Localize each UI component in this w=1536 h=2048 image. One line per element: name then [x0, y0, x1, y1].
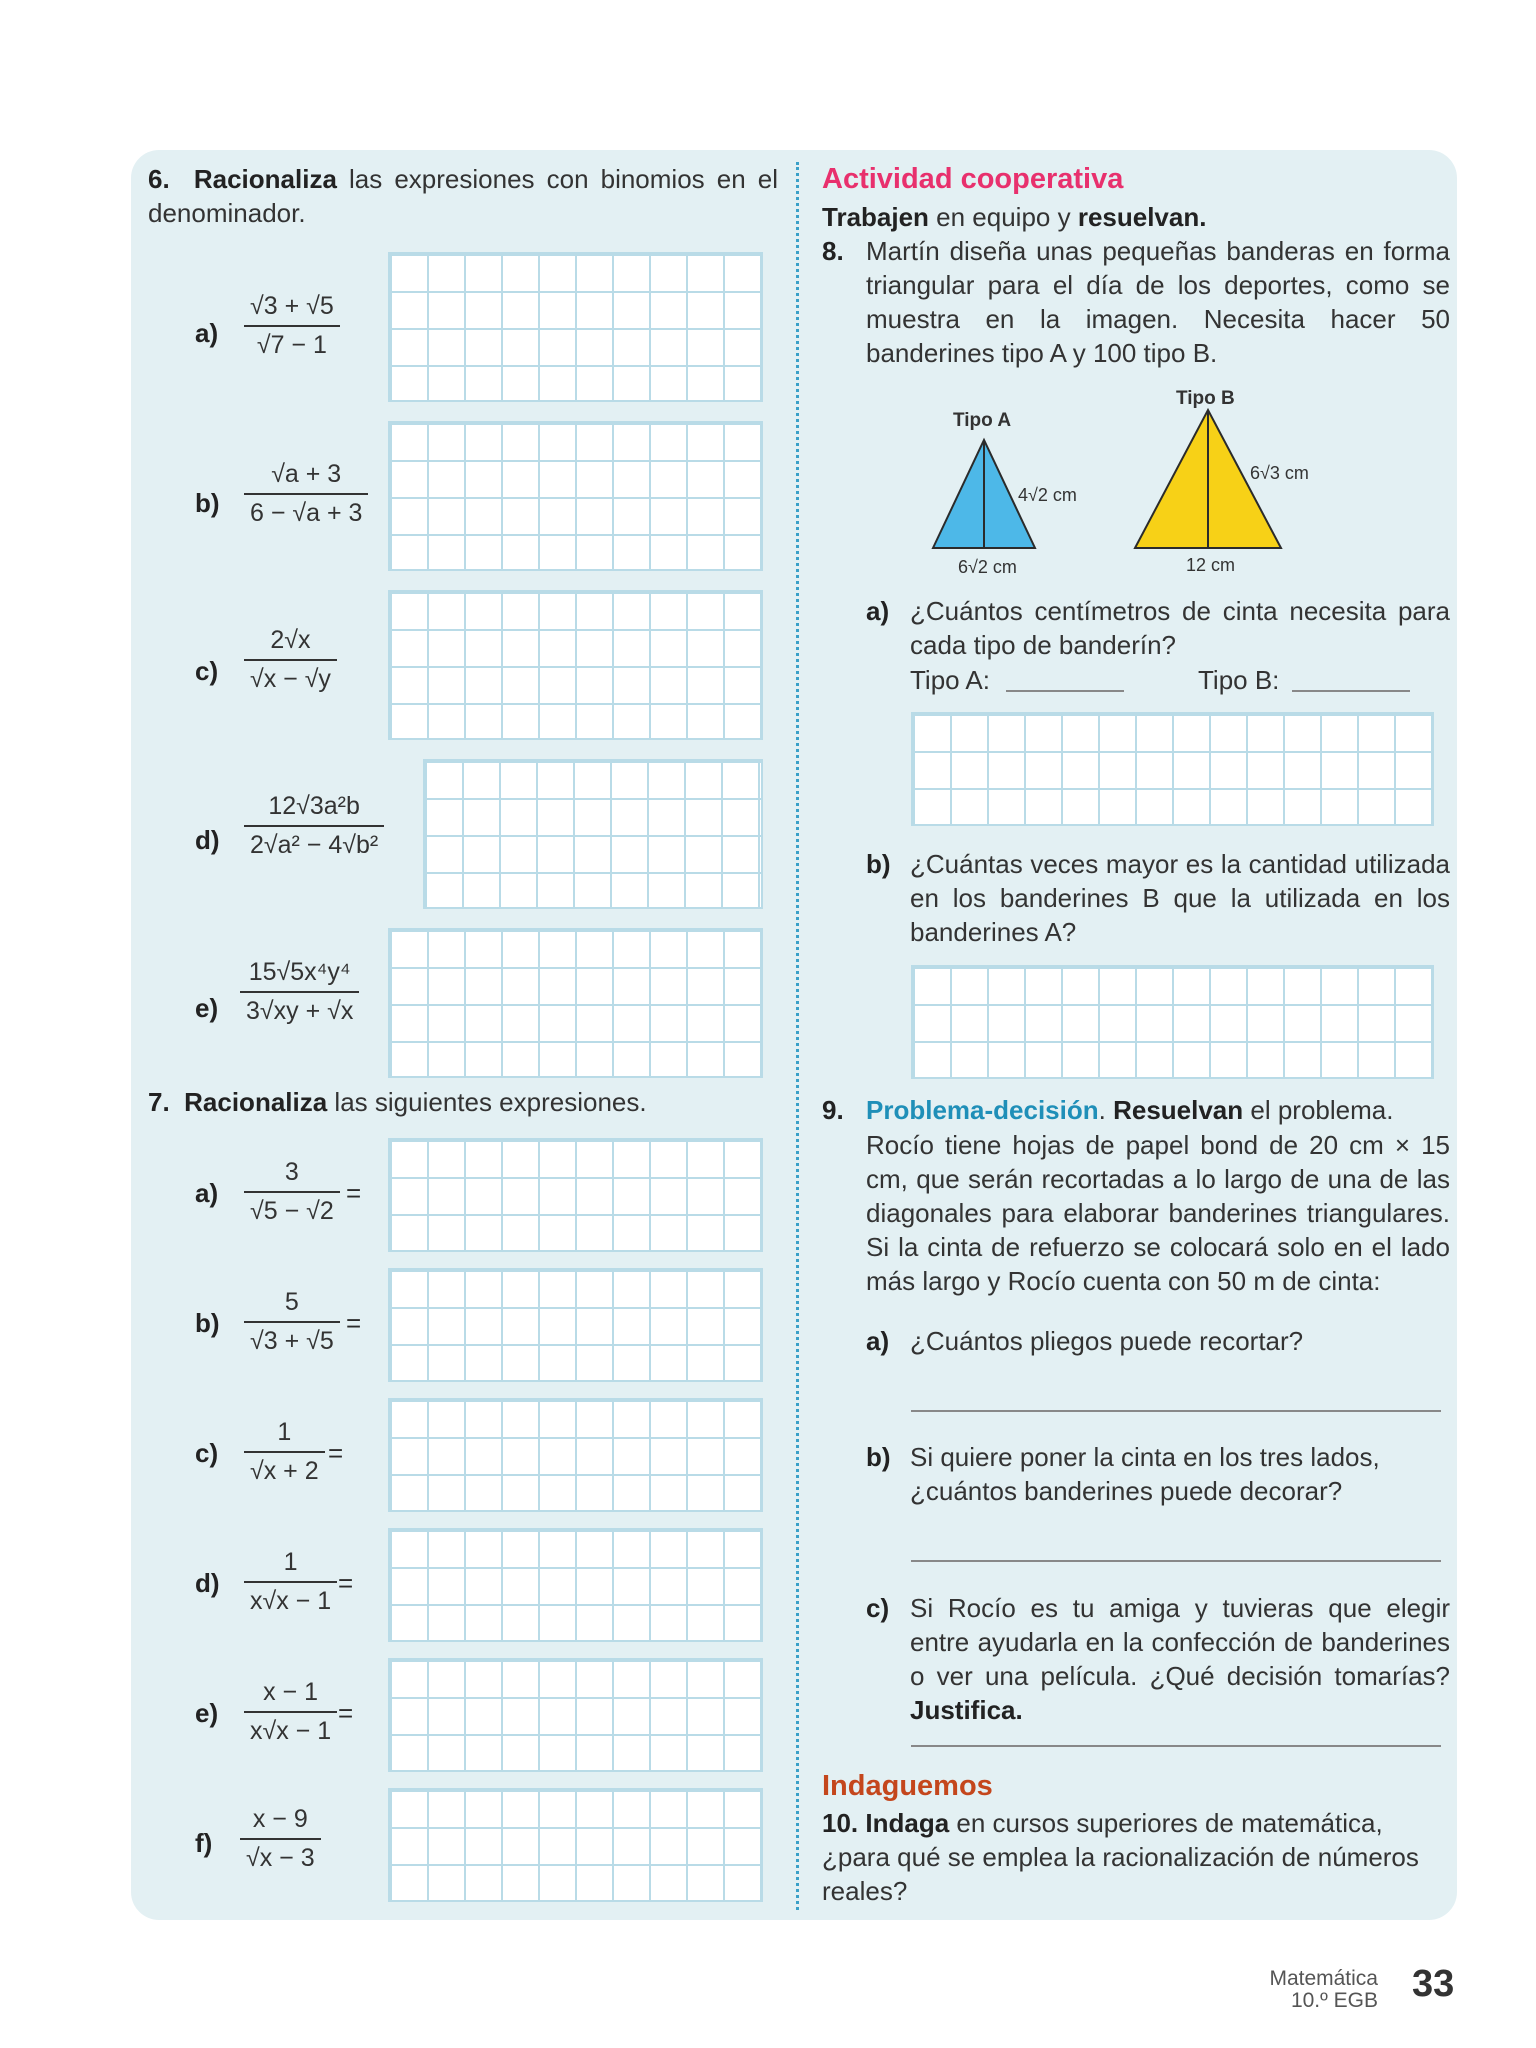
- typeA-title: Tipo A: [953, 410, 1012, 431]
- q7-d-equals: =: [338, 1568, 354, 1598]
- coop-bold-2: resuelvan.: [1077, 202, 1207, 232]
- tipoA-answer-line[interactable]: [1006, 690, 1124, 692]
- coop-mid: en equipo y: [928, 202, 1078, 232]
- q10-bold: Indaga: [858, 1808, 950, 1838]
- q7-d-numerator: 1: [244, 1548, 337, 1583]
- q6-b-fraction: [244, 460, 368, 528]
- q7-c-numerator: 1: [244, 1418, 325, 1453]
- q7-f-label: f): [195, 1828, 213, 1858]
- q9-b-answer-line[interactable]: [911, 1560, 1441, 1562]
- q7-d-fraction: [244, 1548, 337, 1616]
- tipoB-answer-line[interactable]: [1292, 690, 1410, 692]
- q9-c-text: [910, 1591, 1450, 1727]
- q6-c-denominator: √x − √y: [250, 665, 331, 693]
- q7-f-denominator: √x − 3: [246, 1844, 315, 1872]
- q6-d-fraction: [244, 792, 384, 860]
- typeA-side-label: 4√2 cm: [1018, 485, 1077, 505]
- q7-a-denominator: √5 − √2: [250, 1197, 334, 1225]
- q9-after: el problema.: [1243, 1095, 1394, 1125]
- q7-e-denominator: x√x − 1: [250, 1717, 332, 1745]
- q6-e-numerator: 15√5x⁴y⁴: [240, 958, 359, 993]
- q6-text: las expresiones con binomios en el denominador.: [148, 164, 778, 228]
- indag-title: Indaguemos: [822, 1770, 993, 1802]
- q7-b-answer-grid[interactable]: [388, 1268, 763, 1382]
- q8-number: 8.: [822, 236, 844, 266]
- q7-a-label: a): [195, 1178, 219, 1208]
- q7-e-equals: =: [338, 1698, 354, 1728]
- q6-c-answer-grid[interactable]: [388, 590, 763, 740]
- q6-e-label: e): [195, 993, 219, 1023]
- q9-b-label: b): [866, 1442, 891, 1472]
- q6-d-denominator: 2√a² − 4√b²: [250, 831, 379, 859]
- q7-c-equals: =: [328, 1438, 344, 1468]
- q7-c-label: c): [195, 1438, 219, 1468]
- q7-b-fraction: [244, 1288, 340, 1356]
- q7-b-numerator: 5: [244, 1288, 340, 1323]
- q6-e-fraction: [240, 958, 359, 1026]
- coop-instruction: [822, 200, 1206, 234]
- q9-c-answer-line[interactable]: [911, 1745, 1441, 1747]
- q7-d-denominator: x√x − 1: [250, 1587, 332, 1615]
- q6-b-numerator: √a + 3: [244, 460, 368, 495]
- q7-b-label: b): [195, 1308, 220, 1338]
- q9-b-text: Si quiere poner la cinta en los tres lados, ¿cuántos banderines puede decorar?: [910, 1442, 1380, 1506]
- q8-b-label: b): [866, 849, 891, 879]
- q6-c-numerator: 2√x: [244, 626, 337, 661]
- q6-d-answer-grid[interactable]: [423, 759, 763, 909]
- q6-a-fraction: [244, 292, 340, 360]
- q7-c-denominator: √x + 2: [250, 1457, 319, 1485]
- q10-text: en cursos superiores de matemática, ¿para qué se emplea la racionalización de números reales?: [822, 1808, 1419, 1906]
- q8-text: Martín diseña unas pequeñas banderas en forma triangular para el día de los deportes, como se muestra en la imagen. Necesita hacer 50 banderines tipo A y 100 tipo B.: [866, 236, 1450, 368]
- q9-dot: .: [1098, 1095, 1106, 1125]
- q6-c-label: c): [195, 656, 219, 686]
- q9-c-bold: Justifica.: [910, 1695, 1023, 1725]
- q7-b-denominator: √3 + √5: [250, 1327, 334, 1355]
- coop-title: Actividad cooperativa: [822, 163, 1124, 195]
- q7-a-numerator: 3: [244, 1158, 340, 1193]
- q6-b-answer-grid[interactable]: [388, 421, 763, 571]
- q6-a-numerator: √3 + √5: [244, 292, 340, 327]
- q9-text: Rocío tiene hojas de papel bond de 20 cm × 15 cm, que serán recortadas a lo largo de una de las diagonales para elaborar banderines triangulares. Si la cinta de refuerzo se colocará solo en el lado más largo y Rocío cuenta con 50 m de cinta:: [866, 1130, 1450, 1296]
- column-divider: [796, 162, 799, 1910]
- footer-subject-name: Matemática: [1269, 1967, 1378, 1990]
- q7-f-fraction: [240, 1805, 321, 1873]
- q6-statement: [148, 162, 778, 230]
- q9-bold: Resuelvan: [1105, 1095, 1244, 1125]
- q7-f-answer-grid[interactable]: [388, 1788, 763, 1902]
- q8-a-text: ¿Cuántos centímetros de cinta necesita para cada tipo de banderín?: [910, 596, 1450, 660]
- page-number: 33: [1412, 1963, 1455, 2005]
- q10-number: 10.: [822, 1808, 859, 1838]
- q6-e-denominator: 3√xy + √x: [246, 997, 354, 1025]
- q9-c-body: Si Rocío es tu amiga y tuvieras que elegir entre ayudarla en la confección de banderines o ver una película. ¿Qué decisión tomarías?: [910, 1593, 1450, 1691]
- footer-subject: [1200, 1968, 1378, 2012]
- q9-teal: Problema-decisión: [866, 1095, 1099, 1125]
- q7-a-fraction: [244, 1158, 340, 1226]
- q9-heading: [866, 1093, 1450, 1127]
- q9-number: 9.: [822, 1095, 844, 1125]
- typeB-base-label: 12 cm: [1186, 555, 1236, 575]
- q6-a-denominator: √7 − 1: [256, 331, 327, 359]
- q7-c-answer-grid[interactable]: [388, 1398, 763, 1512]
- q6-a-label: a): [195, 318, 219, 348]
- q6-e-answer-grid[interactable]: [388, 928, 763, 1078]
- q7-f-numerator: x − 9: [240, 1805, 321, 1840]
- q7-text: las siguientes expresiones.: [327, 1087, 647, 1117]
- q7-number: 7.: [148, 1087, 170, 1117]
- q6-bold: Racionaliza: [193, 164, 337, 194]
- q7-bold: Racionaliza: [184, 1087, 328, 1117]
- q8-b-text: ¿Cuántas veces mayor es la cantidad utilizada en los banderines B que la utilizada en los banderines A?: [910, 849, 1450, 947]
- q7-b-equals: =: [346, 1308, 362, 1338]
- q8-a-label: a): [866, 596, 890, 626]
- q7-d-answer-grid[interactable]: [388, 1528, 763, 1642]
- q7-e-label: e): [195, 1698, 219, 1728]
- q6-b-denominator: 6 − √a + 3: [250, 499, 363, 527]
- q7-d-label: d): [195, 1568, 220, 1598]
- tipoA-label: Tipo A:: [910, 665, 990, 695]
- q8-a-answer-grid[interactable]: [911, 712, 1434, 826]
- q6-b-label: b): [195, 488, 220, 518]
- q6-a-answer-grid[interactable]: [388, 252, 763, 402]
- q8-b-answer-grid[interactable]: [911, 965, 1434, 1079]
- q7-c-fraction: [244, 1418, 325, 1486]
- q6-c-fraction: [244, 626, 337, 694]
- q7-e-numerator: x − 1: [244, 1678, 337, 1713]
- q6-d-numerator: 12√3a²b: [244, 792, 384, 827]
- footer-grade: 10.º EGB: [1290, 1989, 1378, 2012]
- q10-statement: [822, 1806, 1452, 1908]
- typeA-base-label: 6√2 cm: [958, 557, 1017, 577]
- q7-a-answer-grid[interactable]: [388, 1138, 763, 1252]
- tipoB-label: Tipo B:: [1198, 665, 1280, 695]
- q7-e-answer-grid[interactable]: [388, 1658, 763, 1772]
- q6-number: 6.: [148, 164, 170, 194]
- q6-d-label: d): [195, 825, 220, 855]
- q9-a-answer-line[interactable]: [911, 1410, 1441, 1412]
- q9-a-label: a): [866, 1326, 890, 1356]
- q7-e-fraction: [244, 1678, 337, 1746]
- typeB-side-label: 6√3 cm: [1250, 463, 1309, 483]
- q7-a-equals: =: [346, 1178, 362, 1208]
- typeB-title: Tipo B: [1176, 388, 1235, 409]
- coop-bold-1: Trabajen: [822, 202, 929, 232]
- q9-a-text: ¿Cuántos pliegos puede recortar?: [910, 1326, 1304, 1356]
- q9-c-label: c): [866, 1593, 890, 1623]
- q7-statement: [148, 1085, 778, 1119]
